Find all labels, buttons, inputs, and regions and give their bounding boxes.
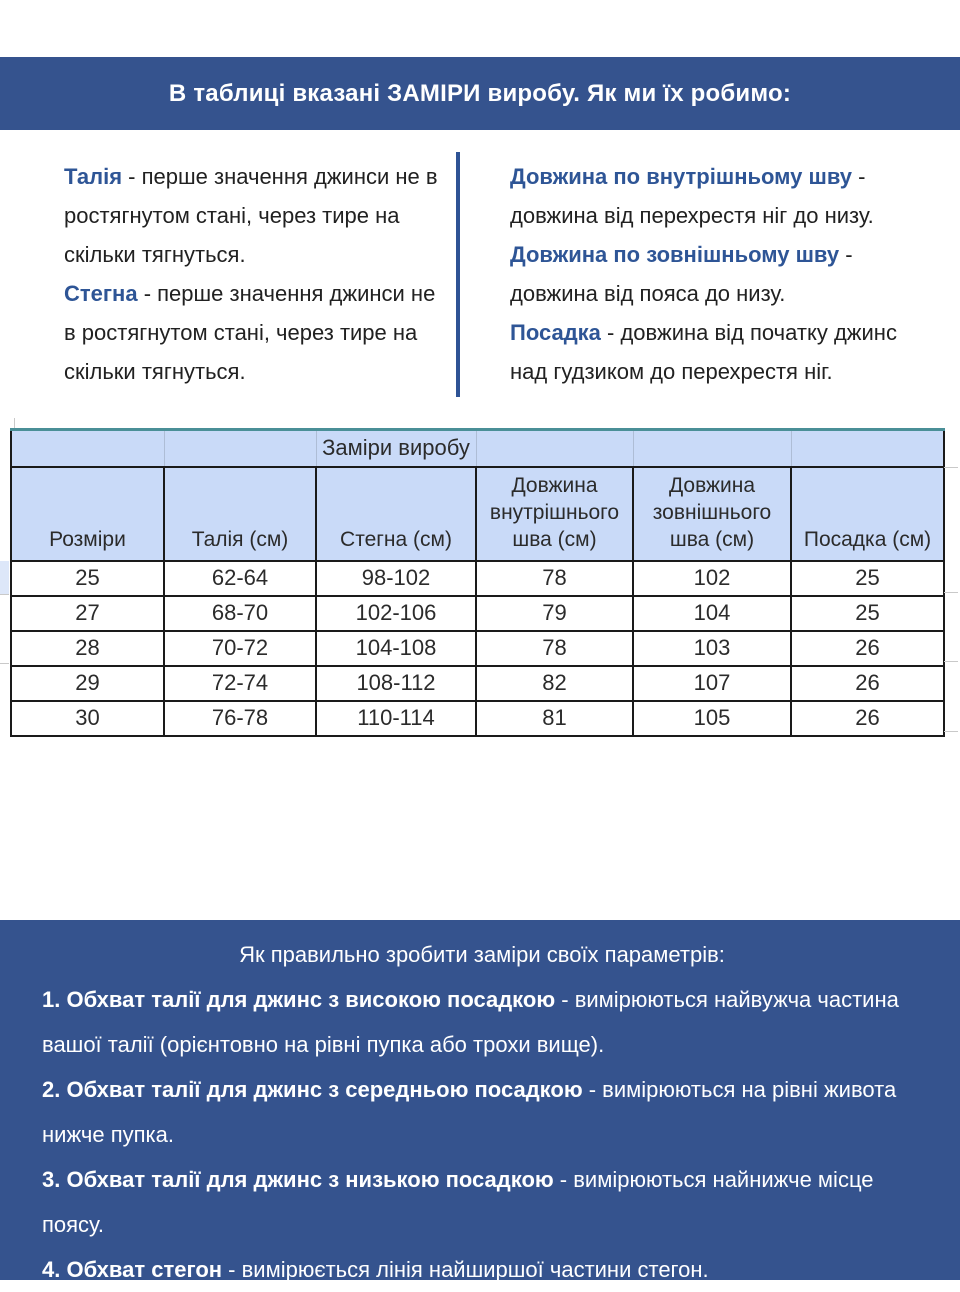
table-cell: 82 [476,666,633,701]
table-cell: 68-70 [164,596,316,631]
instructions-section [0,920,960,1280]
column-header: Розміри [11,467,164,561]
size-table-wrap [10,428,945,737]
band-empty-cell [164,430,316,467]
table-cell: 30 [11,701,164,736]
instructions-heading: Як правильно зробити заміри своїх параметрів: [239,942,725,967]
column-header: Стегна (см) [316,467,476,561]
table-cell: 105 [633,701,791,736]
definition-text: - довжина від початку джинс над гудзиком до перехрестя ніг. [510,320,897,384]
table-cell: 78 [476,631,633,666]
banner-title: В таблиці вказані ЗАМІРИ виробу. Як ми їх робимо: [168,79,792,107]
instruction-item-text: - вимірюється лінія найширшої частини стегон. [222,1257,709,1282]
definition-term: Посадка [510,320,601,345]
table-cell: 110-114 [316,701,476,736]
band-title-cell: Заміри виробу [316,430,476,467]
table-cell: 29 [11,666,164,701]
table-row [11,596,944,631]
table-cell: 79 [476,596,633,631]
table-cell: 25 [791,596,944,631]
table-cell: 98-102 [316,561,476,596]
band-empty-cell [476,430,633,467]
header-banner [0,57,960,130]
definition-item [64,157,444,274]
definition-text: - довжина від пояса до низу. [510,242,853,306]
instruction-item [42,1067,922,1157]
gridline-stub [0,594,9,595]
gridline-stub [0,663,9,664]
definition-item [510,313,938,391]
table-cell: 26 [791,631,944,666]
table-row [11,631,944,666]
table-cell: 26 [791,701,944,736]
size-table-body [11,430,944,736]
table-cell: 26 [791,666,944,701]
table-header-row [11,467,944,561]
band-empty-cell [633,430,791,467]
gridline-stub [944,661,958,662]
table-cell: 62-64 [164,561,316,596]
size-table [10,428,945,737]
definition-term: Стегна [64,281,138,306]
table-row [11,561,944,596]
column-header: Посадка (см) [791,467,944,561]
instruction-item [42,1157,922,1247]
band-empty-cell [791,430,944,467]
instruction-item-text: - вимірюються на рівні живота нижче пупка. [42,1077,897,1147]
instruction-item-bold: 4. Обхват стегон [42,1257,223,1282]
table-cell: 107 [633,666,791,701]
band-empty-cell [11,430,164,467]
definition-item [64,274,444,391]
table-cell: 102 [633,561,791,596]
instruction-item-text: - вимірюються найнижче місце поясу. [42,1167,874,1237]
column-header: Довжина внутрішнього шва (см) [476,467,633,561]
instruction-item [42,977,922,1067]
definitions-left-column [64,157,444,391]
gridline-stub [944,731,958,732]
table-cell: 108-112 [316,666,476,701]
table-row [11,701,944,736]
table-cell: 76-78 [164,701,316,736]
table-cell: 72-74 [164,666,316,701]
definition-text: - перше значення джинси не в ростягнутом стані, через тире на скільки тягнуться. [64,281,436,384]
definition-item [510,157,938,235]
column-divider-line [456,152,460,397]
instructions-list [42,977,922,1292]
instruction-item [42,1247,922,1292]
definitions-right-column [510,157,938,391]
gridline-stub [14,418,15,428]
column-header: Талія (см) [164,467,316,561]
column-header: Довжина зовнішнього шва (см) [633,467,791,561]
table-row [11,666,944,701]
table-cell: 78 [476,561,633,596]
definition-term: Довжина по внутрішньому шву [510,164,853,189]
instruction-item-bold: 2. Обхват талії для джинс з середньою посадкою [42,1077,583,1102]
table-cell: 104 [633,596,791,631]
table-cell: 70-72 [164,631,316,666]
table-cell: 102-106 [316,596,476,631]
definition-item [510,235,938,313]
definition-text: - довжина від перехрестя ніг до низу. [510,164,874,228]
gridline-stub [944,592,958,593]
instruction-item-bold: 3. Обхват талії для джинс з низькою посадкою [42,1167,554,1192]
table-band-row [11,430,944,467]
instruction-item-bold: 1. Обхват талії для джинс з високою посадкою [42,987,556,1012]
table-cell: 81 [476,701,633,736]
definition-text: - перше значення джинси не в ростягнутом стані, через тире на скільки тягнуться. [64,164,438,267]
definition-term: Талія [64,164,123,189]
gridline-stub [944,467,958,468]
table-cell: 25 [11,561,164,596]
table-cell: 25 [791,561,944,596]
measurement-definitions [0,149,960,401]
table-cell: 28 [11,631,164,666]
instruction-item-text: - вимірюються найвужча частина вашої талії (орієнтовно на рівні пупка або трохи вище). [42,987,899,1057]
row-selection-sliver [0,561,9,594]
definition-term: Довжина по зовнішньому шву [510,242,840,267]
table-cell: 103 [633,631,791,666]
table-cell: 104-108 [316,631,476,666]
table-cell: 27 [11,596,164,631]
